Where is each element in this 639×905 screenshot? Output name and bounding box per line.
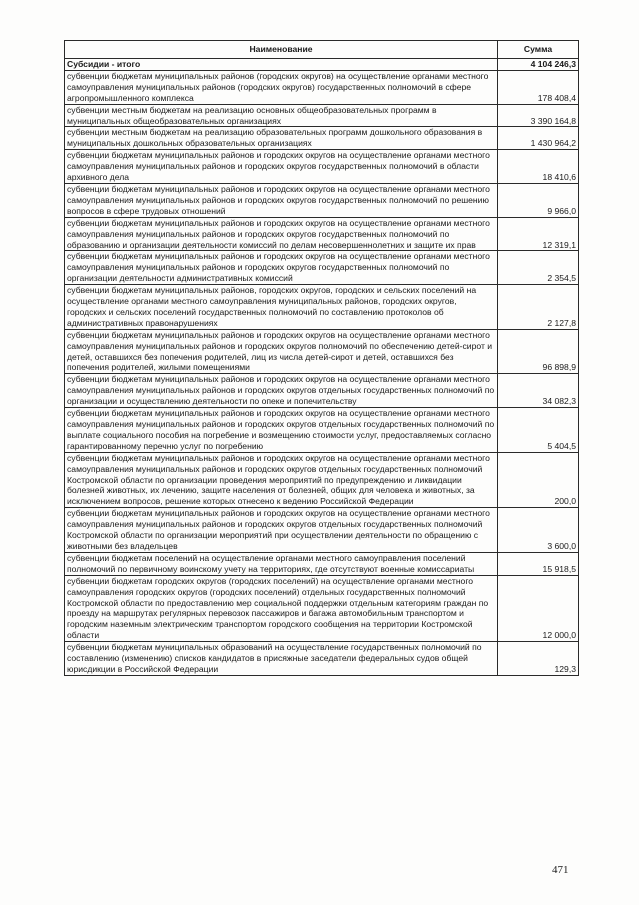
row-name: субвенции бюджетам муниципальных районов и городских округов на осуществление органами местного самоуправления муниципальных районов и городских округов государственных полномочий по решению вопросов в сфере трудовых отношений: [65, 183, 498, 217]
row-sum: 9 966,0: [498, 183, 579, 217]
row-sum: 3 390 164,8: [498, 104, 579, 127]
row-name: субвенции бюджетам муниципальных районов (городских округов) на осуществление органами местного самоуправления муниципальных районов (городских округов) государственных полномочий в сфере агропромышленного комплекса: [65, 70, 498, 104]
row-sum: 2 354,5: [498, 251, 579, 285]
table-row: [65, 374, 579, 408]
table-row: [65, 285, 579, 330]
row-name: субвенции бюджетам муниципальных районов и городских округов на осуществление органами местного самоуправления муниципальных районов и городских округов отдельных государственных полномочий по организации и осуществлению деятельности по опеке и попечительству: [65, 374, 498, 408]
row-sum: 12 000,0: [498, 575, 579, 641]
page-number: 471: [552, 864, 569, 876]
row-sum: 1 430 964,2: [498, 127, 579, 150]
row-name: субвенции бюджетам муниципальных районов и городских округов на осуществление органами местного самоуправления муниципальных районов и городских округов отдельных государственных полномочий Костромской области по организации мероприятий при осуществлении деятельности по обращению с животными без владельцев: [65, 508, 498, 553]
table-row: [65, 104, 579, 127]
total-sum: 4 104 246,3: [498, 59, 579, 71]
table-row: [65, 183, 579, 217]
table-row: [65, 217, 579, 251]
row-name: субвенции бюджетам муниципальных районов и городских округов на осуществление органами местного самоуправления муниципальных районов и городских округов полномочий по обеспечению детей-сирот и детей, оставшихся без попечения родителей, лиц из числа детей-сирот и детей, оставшихся без попечения родителей, жилыми помещениями: [65, 329, 498, 374]
table-row: [65, 452, 579, 508]
row-sum: 178 408,4: [498, 70, 579, 104]
header-sum: Сумма: [498, 41, 579, 59]
table-header-row: [65, 41, 579, 59]
row-name: субвенции бюджетам муниципальных районов и городских округов на осуществление органами местного самоуправления муниципальных районов и городских округов государственных полномочий в области архивного дела: [65, 150, 498, 184]
table-row: [65, 127, 579, 150]
row-sum: 15 918,5: [498, 552, 579, 575]
row-sum: 5 404,5: [498, 408, 579, 453]
row-sum: 18 410,6: [498, 150, 579, 184]
row-sum: 3 600,0: [498, 508, 579, 553]
row-sum: 200,0: [498, 452, 579, 508]
table-row: [65, 508, 579, 553]
total-row: [65, 59, 579, 71]
total-name: Субсидии - итого: [65, 59, 498, 71]
row-name: субвенции бюджетам муниципальных образований на осуществление государственных полномочий по составлению (изменению) списков кандидатов в присяжные заседатели федеральных судов общей юрисдикции в Российской Федерации: [65, 642, 498, 676]
header-name: Наименование: [65, 41, 498, 59]
row-name: субвенции бюджетам муниципальных районов и городских округов на осуществление органами местного самоуправления муниципальных районов и городских округов государственных полномочий по организации деятельности административных комиссий: [65, 251, 498, 285]
row-name: субвенции местным бюджетам на реализацию основных общеобразовательных программ в муниципальных общеобразовательных организациях: [65, 104, 498, 127]
row-sum: 96 898,9: [498, 329, 579, 374]
table-row: [65, 150, 579, 184]
row-name: субвенции бюджетам муниципальных районов, городских округов, городских и сельских поселений на осуществление органами местного самоуправления муниципальных районов, городских округов, городских и сельских поселений государственных полномочий по составлению протоколов об административных правонарушениях: [65, 285, 498, 330]
row-sum: 2 127,8: [498, 285, 579, 330]
row-name: субвенции бюджетам городских округов (городских поселений) на осуществление органами местного самоуправления городских округов (городских поселений) отдельных государственных полномочий Костромской области по предоставлению мер социальной поддержки отдельным категориям граждан по проезду на маршрутах регулярных перевозок пассажиров и багажа автомобильным транспортом и городским наземным электрическим транспортом городского сообщения на территории Костромской области: [65, 575, 498, 641]
table-row: [65, 251, 579, 285]
row-sum: 129,3: [498, 642, 579, 676]
subsidies-table: [64, 40, 579, 676]
row-sum: 34 082,3: [498, 374, 579, 408]
row-name: субвенции местным бюджетам на реализацию образовательных программ дошкольного образования в муниципальных дошкольных образовательных организациях: [65, 127, 498, 150]
table-row: [65, 329, 579, 374]
row-name: субвенции бюджетам поселений на осуществление органами местного самоуправления поселений полномочий по первичному воинскому учету на территориях, где отсутствуют военные комиссариаты: [65, 552, 498, 575]
row-name: субвенции бюджетам муниципальных районов и городских округов на осуществление органами местного самоуправления муниципальных районов и городских округов государственных полномочий по образованию и организации деятельности комиссий по делам несовершеннолетних и защите их прав: [65, 217, 498, 251]
table-row: [65, 552, 579, 575]
row-sum: 12 319,1: [498, 217, 579, 251]
table-row: [65, 642, 579, 676]
table-row: [65, 575, 579, 641]
row-name: субвенции бюджетам муниципальных районов и городских округов на осуществление органами местного самоуправления муниципальных районов и городских округов отдельных государственных полномочий Костромской области по организации проведения мероприятий по предупреждению и ликвидации болезней животных, их лечению, защите населения от болезней, общих для человека и животных, за исключением вопросов, решение которых отнесено к ведению Российской Федерации: [65, 452, 498, 508]
table-row: [65, 408, 579, 453]
row-name: субвенции бюджетам муниципальных районов и городских округов на осуществление органами местного самоуправления муниципальных районов и городских округов отдельных государственных полномочий по выплате социального пособия на погребение и возмещению стоимости услуг, предоставляемых согласно гарантированному перечню услуг по погребению: [65, 408, 498, 453]
table-row: [65, 70, 579, 104]
